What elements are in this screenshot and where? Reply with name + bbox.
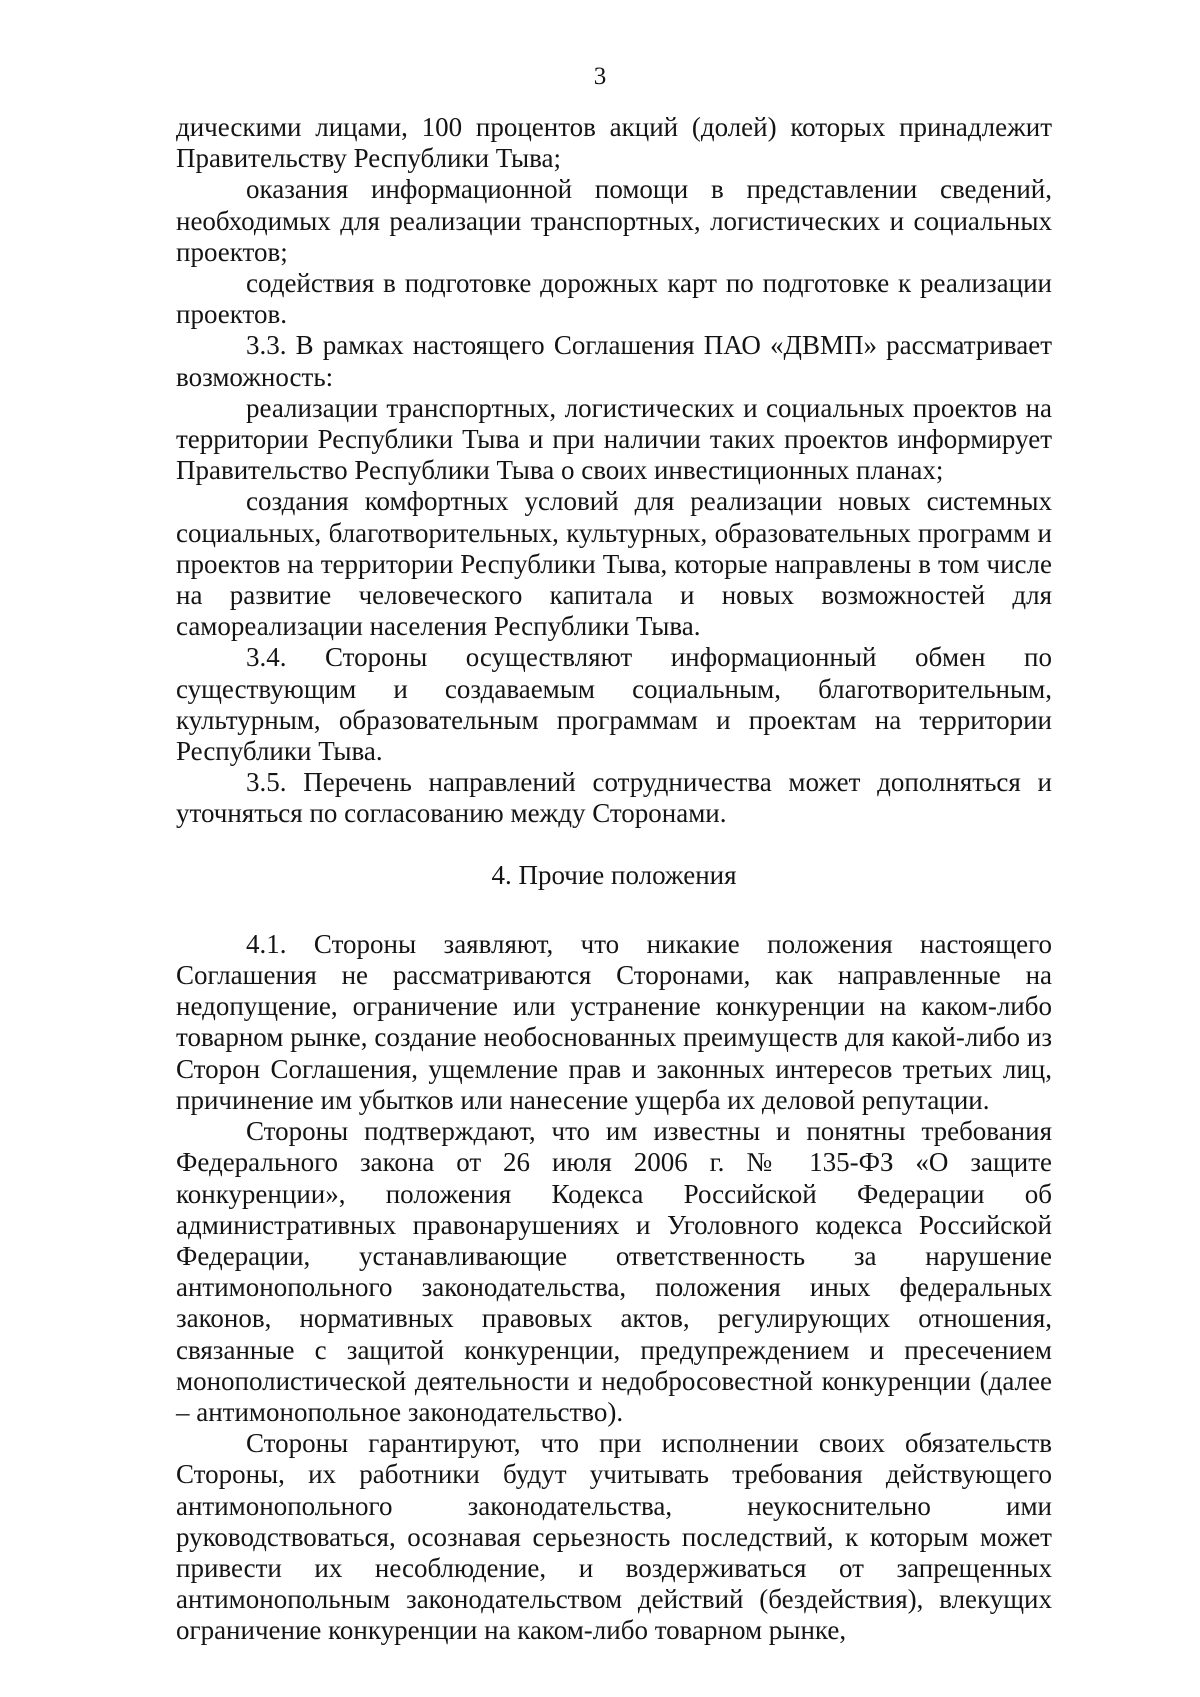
paragraph-confirm: Стороны подтверждают, что им известны и понятны требования Федерального закона от 26 июля 2006 г. № 135-ФЗ «О защите конкуренции», положения Кодекса Российской Федерации об административных правонарушениях и Уголовного кодекса Российской Федерации, устанавливающие ответственность за нарушение антимонопольного законодательства, положения иных федеральных законов, нормативных правовых актов, регулирующих отношения, связанные с защитой конкуренции, предупреждением и пресечением монополистической деятельности и недобросовестной конкуренции (далее – антимонопольное законодательство). — [176, 1116, 1052, 1427]
document-body — [176, 112, 1052, 1647]
paragraph-3-4: 3.4. Стороны осуществляют информационный обмен по существующим и создаваемым социальным, благотворительным, культурным, образовательным программам и проектам на территории Республики Тыва. — [176, 642, 1052, 767]
paragraph-roadmaps: содействия в подготовке дорожных карт по подготовке к реализации проектов. — [176, 268, 1052, 330]
page-number: 3 — [593, 63, 607, 90]
section-4-heading: 4. Прочие положения — [491, 859, 737, 890]
paragraph-continuation: дическими лицами, 100 процентов акций (долей) которых принадлежит Правительству Республики Тыва; — [176, 112, 1052, 174]
paragraph-3-3-intro: 3.3. В рамках настоящего Соглашения ПАО «ДВМП» рассматривает возможность: — [176, 330, 1052, 392]
paragraph-3-3-item-1: реализации транспортных, логистических и социальных проектов на территории Республики Тыва и при наличии таких проектов информирует Правительство Республики Тыва о своих инвестиционных планах; — [176, 392, 1052, 486]
paragraph-3-3-item-2: создания комфортных условий для реализации новых системных социальных, благотворительных, культурных, образовательных программ и проектов на территории Республики Тыва, которые направлены в том числе на развитие человеческого капитала и новых возможностей для самореализации населения Республики Тыва. — [176, 486, 1052, 642]
paragraph-guarantee: Стороны гарантируют, что при исполнении своих обязательств Стороны, их работники будут учитывать требования действующего антимонопольного законодательства, неукоснительно ими руководствоваться, осознавая серьезность последствий, к которым может привести их несоблюдение, и воздерживаться от запрещенных антимонопольным законодательством действий (бездействия), влекущих ограничение конкуренции на каком-либо товарном рынке, — [176, 1428, 1052, 1646]
paragraph-3-5: 3.5. Перечень направлений сотрудничества может дополняться и уточняться по согласованию между Сторонами. — [176, 767, 1052, 829]
paragraph-4-1: 4.1. Стороны заявляют, что никакие положения настоящего Соглашения не рассматриваются Сторонами, как направленные на недопущение, ограничение или устранение конкуренции на каком-либо товарном рынке, создание необоснованных преимуществ для какой-либо из Сторон Соглашения, ущемление прав и законных интересов третьих лиц, причинение им убытков или нанесение ущерба их деловой репутации. — [176, 928, 1052, 1115]
paragraph-info-help: оказания информационной помощи в представлении сведений, необходимых для реализации транспортных, логистических и социальных проектов; — [176, 174, 1052, 267]
